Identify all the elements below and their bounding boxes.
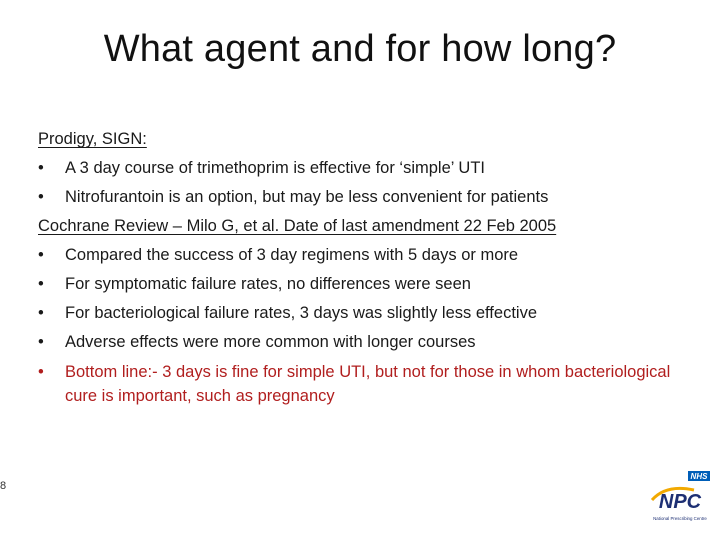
bullet-icon: • [38, 188, 44, 206]
list-item [38, 328, 678, 357]
bullet-icon: • [38, 159, 44, 177]
list-item [38, 241, 678, 270]
slide-title: What agent and for how long? [103, 28, 617, 70]
list-item [38, 270, 678, 299]
bottom-line-item [38, 360, 678, 408]
section-heading-prodigy: Prodigy, SIGN: [38, 130, 147, 148]
npc-text: NPC [658, 491, 702, 513]
bullet-text: Compared the success of 3 day regimens with 5 days or more [65, 246, 519, 264]
section-heading-cochrane: Cochrane Review – Milo G, et al. Date of last amendment 22 Feb 2005 [38, 217, 557, 235]
bullet-text: A 3 day course of trimethoprim is effective for ‘simple’ UTI [65, 159, 485, 177]
logo-subtitle: National Prescribing Centre [653, 516, 707, 521]
bullet-text: Nitrofurantoin is an option, but may be less convenient for patients [65, 188, 549, 206]
nhs-text: NHS [690, 472, 708, 481]
bullet-icon: • [38, 304, 44, 322]
bullet-icon: • [38, 363, 44, 381]
bullet-text: For bacteriological failure rates, 3 days was slightly less effective [65, 304, 537, 322]
list-item [38, 154, 678, 183]
bullet-icon: • [38, 333, 44, 351]
list-item [38, 183, 678, 212]
slide-number: 8 [0, 480, 7, 492]
bullet-icon: • [38, 246, 44, 264]
bullet-text: Adverse effects were more common with longer courses [65, 333, 476, 351]
slide-content [38, 125, 678, 408]
bullet-text: For symptomatic failure rates, no differences were seen [65, 275, 471, 293]
list-item [38, 299, 678, 328]
npc-logo [648, 470, 712, 525]
bullet-icon: • [38, 275, 44, 293]
bottom-line-text: Bottom line:- 3 days is fine for simple UTI, but not for those in whom bacteriological cure is important, such as pregnancy [65, 363, 671, 405]
